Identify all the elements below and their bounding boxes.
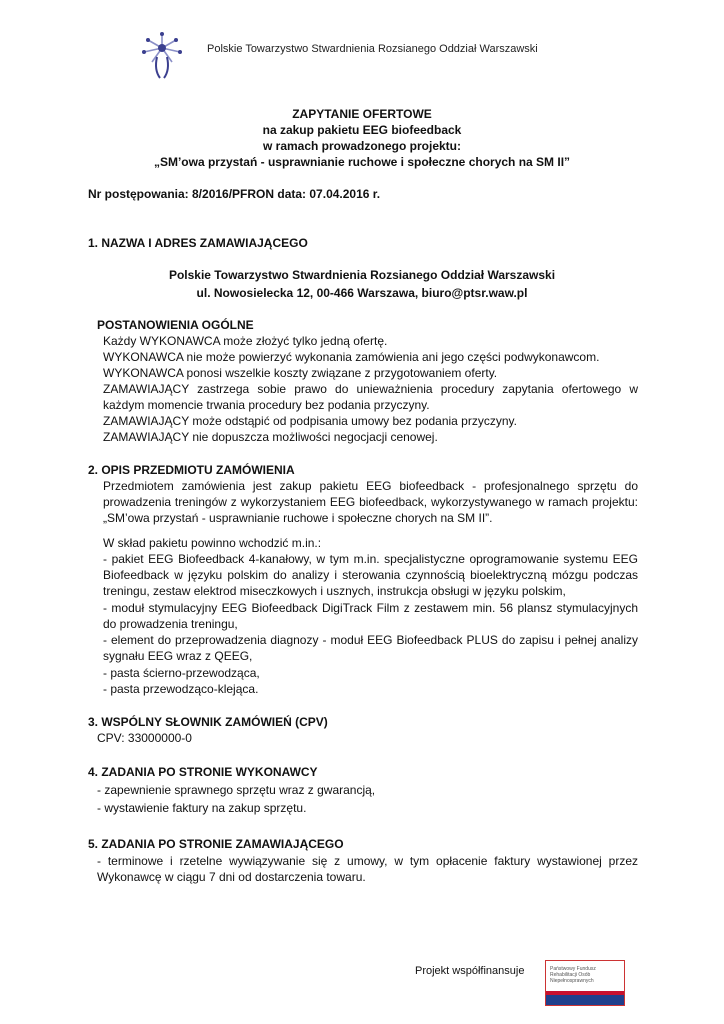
general-line-4: ZAMAWIAJĄCY zastrzega sobie prawo do unieważnienia procedury zapytania ofertowego w każdym momencie trwania procedury bez podania przyczyny. xyxy=(103,382,638,412)
cpv-code: CPV: 33000000-0 xyxy=(97,731,192,745)
header-org-name: Polskie Towarzystwo Stwardnienia Rozsianego Oddział Warszawski xyxy=(207,43,538,55)
contractor-task-1: - zapewnienie sprawnego sprzętu wraz z gwarancją, xyxy=(97,783,376,797)
title-line-3: w ramach prowadzonego projektu: xyxy=(262,139,462,153)
section-3-heading: 3. WSPÓLNY SŁOWNIK ZAMÓWIEŃ (CPV) xyxy=(88,715,328,729)
pfron-logo xyxy=(545,960,625,1006)
pfron-logo-text: Państwowy Fundusz Rehabilitacji Osób Niepełnosprawnych xyxy=(550,966,596,984)
ordering-party-address: ul. Nowosielecka 12, 00-466 Warszawa, biuro@ptsr.waw.pl xyxy=(196,286,528,300)
section-5-heading: 5. ZADANIA PO STRONIE ZAMAWIAJĄCEGO xyxy=(88,837,344,851)
package-item-1: - pakiet EEG Biofeedback 4-kanałowy, w tym m.in. specjalistyczne oprogramowanie systemu EEG Biofeedback w języku polskim do analizy i sterowania czynnością bioelektryczną mózgu podczas treningu, zestaw elektrod miseczkowych i usznych, instrukcja obsługi w języku polskim, xyxy=(103,552,638,598)
ptsr-logo-icon xyxy=(140,30,184,82)
general-line-1: Każdy WYKONAWCA może złożyć tylko jedną ofertę. xyxy=(103,334,388,348)
general-line-6: ZAMAWIAJĄCY nie dopuszcza możliwości negocjacji cenowej. xyxy=(103,430,438,444)
title-line-2: na zakup pakietu EEG biofeedback xyxy=(262,123,462,137)
package-item-3: - element do przeprowadzenia diagnozy - moduł EEG Biofeedback PLUS do zapisu i pełnej analizy sygnału EEG wraz z QEEG, xyxy=(103,633,638,663)
section-2-heading: 2. OPIS PRZEDMIOTU ZAMÓWIENIA xyxy=(88,463,295,477)
package-item-5: - pasta przewodząco-klejąca. xyxy=(103,682,259,696)
order-description: Przedmiotem zamówienia jest zakup pakietu EEG biofeedback - profesjonalnego sprzętu do prowadzenia treningów z wykorzystaniem EEG biofeedback, wykorzystywanego w ramach projektu: „SM’owa przystań - usprawnianie ruchowe i społeczne chorych na SM II”. xyxy=(103,479,638,525)
package-intro: W skład pakietu powinno wchodzić m.in.: xyxy=(103,536,322,550)
section-1-heading: 1. NAZWA I ADRES ZAMAWIAJĄCEGO xyxy=(88,236,308,250)
package-item-2: - moduł stymulacyjny EEG Biofeedback DigiTrack Film z zestawem min. 56 plansz stymulacyjnych do prowadzenia treningu, xyxy=(103,601,638,631)
title-line-4: „SM’owa przystań - usprawnianie ruchowe i społeczne chorych na SM II” xyxy=(153,155,571,169)
general-line-5: ZAMAWIAJĄCY może odstąpić od podpisania umowy bez podania przyczyny. xyxy=(103,414,517,428)
general-provisions-heading: POSTANOWIENIA OGÓLNE xyxy=(97,318,254,332)
package-item-4: - pasta ścierno-przewodząca, xyxy=(103,666,260,680)
general-line-3: WYKONAWCA ponosi wszelkie koszty związane z przygotowaniem oferty. xyxy=(103,366,498,380)
title-line-1: ZAPYTANIE OFERTOWE xyxy=(292,107,432,121)
pfron-blue-stripe xyxy=(546,995,624,1005)
document-title xyxy=(0,106,724,170)
ordering-party-task: - terminowe i rzetelne wywiązywanie się z umowy, w tym opłacenie faktury wystawionej przez Wykonawcę w ciągu 7 dni od dostarczenia towaru. xyxy=(97,854,638,884)
general-line-2: WYKONAWCA nie może powierzyć wykonania zamówienia ani jego części podwykonawcom. xyxy=(103,350,600,364)
ordering-party-name: Polskie Towarzystwo Stwardnienia Rozsianego Oddział Warszawski xyxy=(168,268,556,282)
contractor-task-2: - wystawienie faktury na zakup sprzętu. xyxy=(97,801,307,815)
reference-number: Nr postępowania: 8/2016/PFRON data: 07.04.2016 r. xyxy=(88,187,381,201)
cofinance-label: Projekt współfinansuje xyxy=(415,965,525,977)
section-4-heading: 4. ZADANIA PO STRONIE WYKONAWCY xyxy=(88,765,318,779)
